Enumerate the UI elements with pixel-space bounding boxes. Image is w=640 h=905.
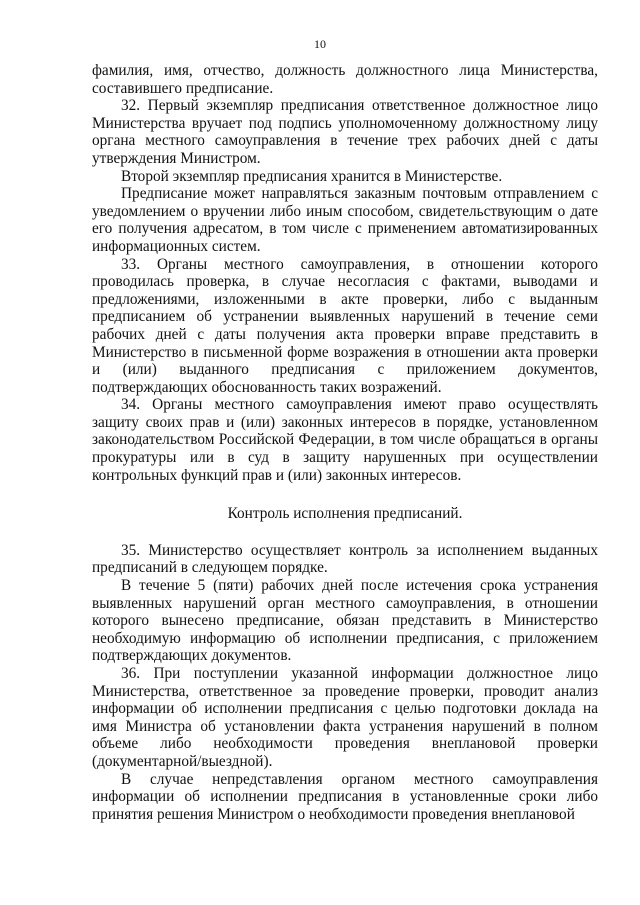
paragraph-5-days: В течение 5 (пяти) рабочих дней после истечения срока устранения выявленных нарушений орган местного самоуправления, в отношении которого вынесено предписание, обязан представить в Министерство необходимую информацию об исполнении предписания, с приложением подтверждающих документов.	[92, 577, 598, 665]
paragraph-32: 32. Первый экземпляр предписания ответственное должностное лицо Министерства вручает под подпись уполномоченному должностному лицу органа местного самоуправления в течение трех рабочих дней с даты утверждения Министром.	[92, 97, 598, 167]
paragraph-34: 34. Органы местного самоуправления имеют право осуществлять защиту своих прав и (или) законных интересов в порядке, установленном законодательством Российской Федерации, в том числе обращаться в органы прокуратуры или в суд в защиту нарушенных при осуществлении контрольных функций прав и (или) законных интересов.	[92, 396, 598, 484]
section-heading: Контроль исполнения предписаний.	[227, 505, 463, 523]
paragraph-33: 33. Органы местного самоуправления, в отношении которого проводилась проверка, в случае несогласия с фактами, выводами и предложениями, изложенными в акте проверки, либо с выданным предписанием об устранении выявленных нарушений в течение семи рабочих дней с даты получения акта проверки вправе представить в Министерство в письменной форме возражения в отношении акта проверки и (или) выданного предписания с приложением документов, подтверждающих обоснованность таких возражений.	[92, 255, 598, 396]
paragraph-signatory-continuation: фамилия, имя, отчество, должность должностного лица Министерства, составившего предписание.	[92, 62, 598, 97]
document-body	[92, 62, 598, 823]
paragraph-second-copy: Второй экземпляр предписания хранится в Министерстве.	[121, 167, 503, 185]
page-number: 10	[314, 37, 326, 51]
paragraph-35: 35. Министерство осуществляет контроль за исполнением выданных предписаний в следующем порядке.	[92, 541, 598, 577]
paragraph-non-submission: В случае непредставления органом местного самоуправления информации об исполнении предписания в установленные сроки либо принятия решения Министром о необходимости проведения внеплановой	[92, 770, 598, 823]
paragraph-delivery: Предписание может направляться заказным почтовым отправлением с уведомлением о вручении либо иным способом, свидетельствующим о дате его получения адресатом, в том числе с применением автоматизированных информационных систем.	[92, 185, 598, 255]
paragraph-36: 36. При поступлении указанной информации должностное лицо Министерства, ответственное за проведение проверки, проводит анализ информации об исполнении предписания с целью подготовки доклада на имя Министра об установлении факта устранения нарушений в полном объеме либо необходимости проведения внеплановой проверки (документарной/выездной).	[92, 665, 598, 770]
